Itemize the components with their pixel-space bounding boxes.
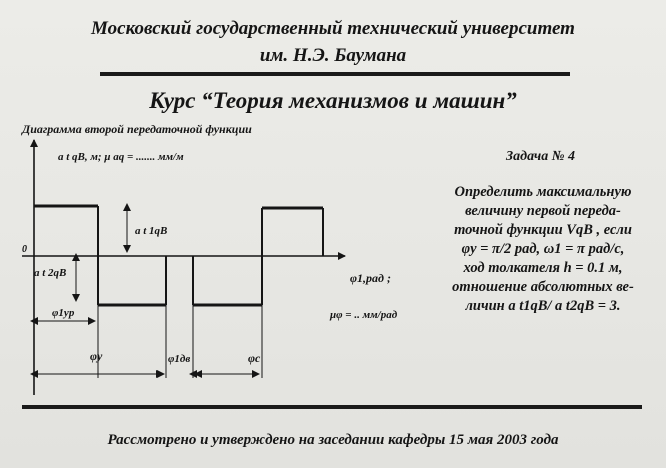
task-line: личин a t1qB/ a t2qB = 3. (465, 298, 621, 314)
task-line: отношение абсолютных ве- (452, 279, 634, 295)
task-line: точной функции VqB , если (454, 222, 632, 238)
scale-label: μφ = .. мм/рад (330, 309, 398, 321)
footer-text: Рассмотрено и утверждено на заседании кафедры 15 мая 2003 года (107, 432, 559, 448)
footer-divider (22, 405, 642, 409)
phi-1dv-label: φ1дв (168, 353, 191, 365)
university-name-suffix: им. Н.Э. Баумана (259, 45, 407, 66)
task-line: Определить максимальную (454, 184, 632, 200)
course-title: Курс “Теория механизмов и машин” (149, 88, 517, 113)
task-line: φy = π/2 рад, ω1 = π рад/с, (461, 241, 625, 257)
y-axis-label: a t qB, м; μ aq = ....... мм/м (58, 151, 184, 163)
task-line: ход толкателя h = 0.1 м, (463, 260, 623, 276)
upper-level-label: a t 1qB (135, 225, 168, 237)
phi-c-label: φc (248, 351, 261, 365)
university-name: Московский государственный технический университет (91, 18, 575, 39)
phi-y-label: φy (90, 349, 103, 363)
task-text (418, 183, 666, 316)
x-axis-label: φ1,рад ; (350, 271, 391, 285)
origin-label: 0 (22, 244, 27, 255)
diagram-title: Диаграмма второй передаточной функции (22, 122, 252, 136)
task-line: величину первой переда- (465, 203, 621, 219)
phi-1yp-label: φ1yp (52, 307, 75, 319)
lower-level-label: a t 2qB (34, 267, 67, 279)
task-title: Задача № 4 (506, 149, 576, 164)
